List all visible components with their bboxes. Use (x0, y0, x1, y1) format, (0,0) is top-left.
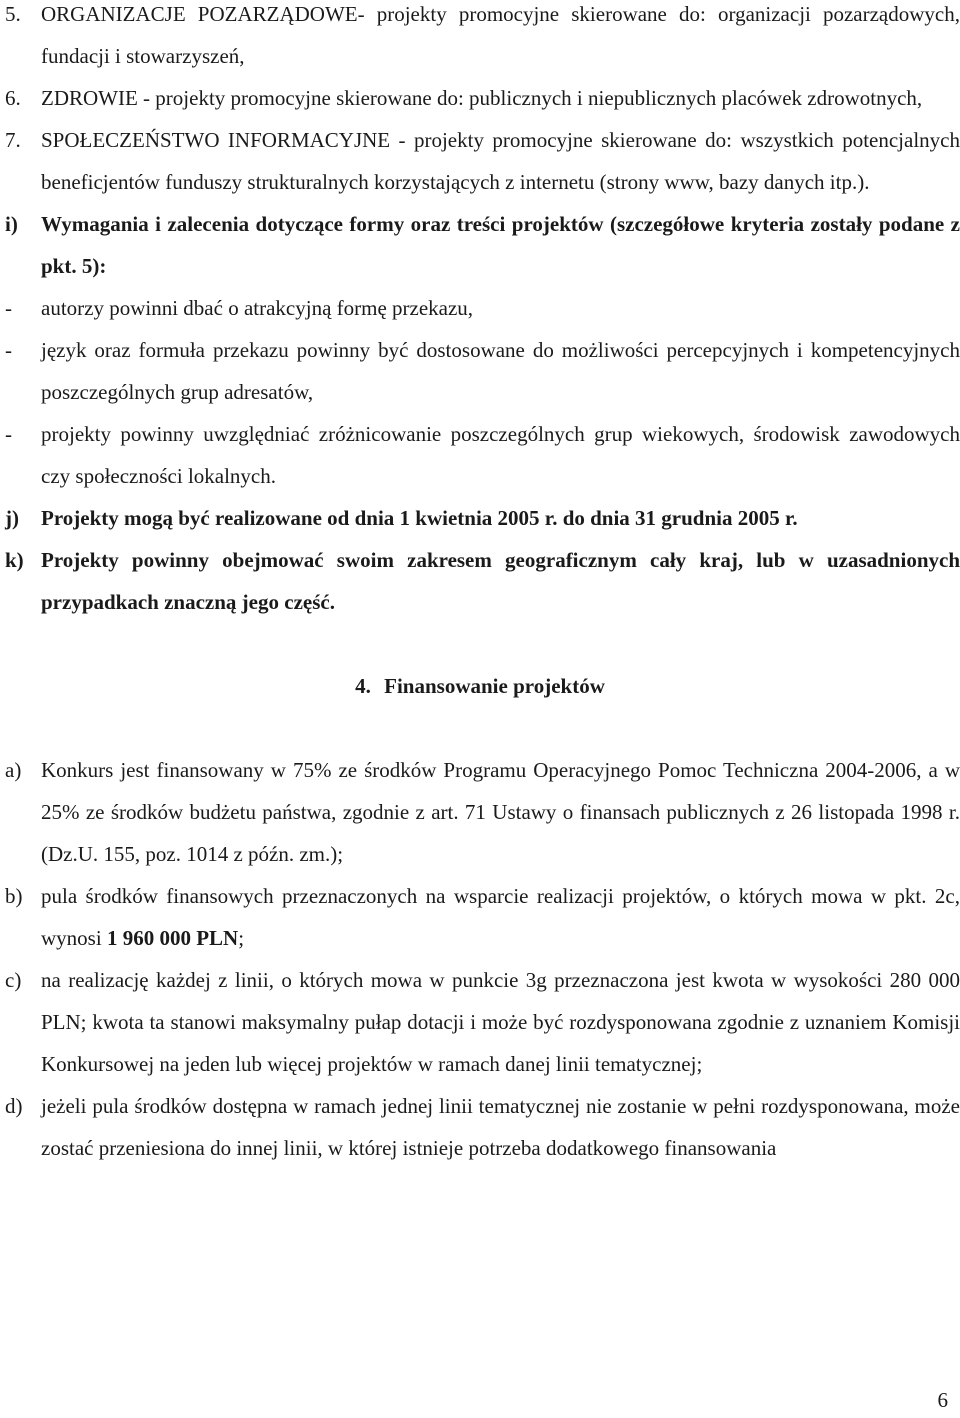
spacer (0, 707, 960, 749)
list-item-i (0, 203, 960, 287)
list-item-text: Konkurs jest finansowany w 75% ze środków Programu Operacyjnego Pomoc Techniczna 2004-2006, a w 25% ze środków budżetu państwa, zgodnie z art. 71 Ustawy o finansach publicznych z 26 listopada 1998 r. (Dz.U. 155, poz. 1014 z późn. zm.); (41, 758, 960, 866)
spacer (0, 623, 960, 665)
list-item-k (0, 539, 960, 623)
list-item-text: projekty powinny uwzględniać zróżnicowanie poszczególnych grup wiekowych, środowisk zawodowych czy społeczności lokalnych. (41, 422, 960, 488)
list-marker: j) (5, 506, 19, 530)
list-item-text-end: ; (238, 926, 245, 950)
dash-item-language (0, 329, 960, 413)
list-marker: 5. (5, 2, 21, 26)
section-heading (0, 665, 960, 707)
list-item-text: Projekty mogą być realizowane od dnia 1 kwietnia 2005 r. do dnia 31 grudnia 2005 r. (41, 506, 798, 530)
page-number: 6 (937, 1388, 948, 1412)
list-marker: b) (5, 884, 23, 908)
list-item-7 (0, 119, 960, 203)
list-item-text: SPOŁECZEŃSTWO INFORMACYJNE - projekty promocyjne skierowane do: wszystkich potencjalnych beneficjentów funduszy strukturalnych korzystających z internetu (strony www, bazy danych itp.). (41, 128, 960, 194)
list-item-text: Projekty powinny obejmować swoim zakresem geograficznym cały kraj, lub w uzasadnionych przypadkach znaczną jego część. (41, 548, 960, 614)
list-marker: - (5, 338, 12, 362)
list-item-text: język oraz formuła przekazu powinny być dostosowane do możliwości percepcyjnych i kompetencyjnych poszczególnych grup adresatów, (41, 338, 960, 404)
list-marker: d) (5, 1094, 23, 1118)
list-marker: 6. (5, 86, 21, 110)
list-item-text: Wymagania i zalecenia dotyczące formy oraz treści projektów (szczegółowe kryteria zostały podane z pkt. 5): (41, 212, 960, 278)
list-marker: k) (5, 548, 24, 572)
list-item-text: autorzy powinni dbać o atrakcyjną formę przekazu, (41, 296, 474, 320)
list-marker: c) (5, 968, 22, 992)
list-item-text: ZDROWIE - projekty promocyjne skierowane do: publicznych i niepublicznych placówek zdrowotnych, (41, 86, 923, 110)
list-marker: i) (5, 212, 18, 236)
dash-item-diversity (0, 413, 960, 497)
total-amount: 1 960 000 PLN (106, 926, 239, 950)
dash-item-form (0, 287, 960, 329)
list-item-6 (0, 77, 960, 119)
list-marker: 7. (5, 128, 21, 152)
finance-item-c (0, 959, 960, 1085)
finance-item-a (0, 749, 960, 875)
list-marker: - (5, 296, 12, 320)
list-marker: - (5, 422, 12, 446)
section-number: 4. (355, 674, 371, 698)
list-item-j (0, 497, 960, 539)
list-item-text: ORGANIZACJE POZARZĄDOWE- projekty promocyjne skierowane do: organizacji pozarządowych, fundacji i stowarzyszeń, (41, 2, 960, 68)
finance-item-b (0, 875, 960, 959)
list-item-text: pula środków finansowych przeznaczonych na wsparcie realizacji projektów, o których mowa w pkt. 2c, wynosi (41, 884, 960, 950)
list-item-5 (0, 0, 960, 77)
list-marker: a) (5, 758, 22, 782)
list-item-text: na realizację każdej z linii, o których mowa w punkcie 3g przeznaczona jest kwota w wysokości 280 000 PLN; kwota ta stanowi maksymalny pułap dotacji i może być rozdysponowana zgodnie z uznaniem Komisji Konkursowej na jeden lub więcej projektów w ramach danej linii tematycznej; (41, 968, 960, 1076)
section-title: Finansowanie projektów (384, 674, 605, 698)
finance-item-d (0, 1085, 960, 1169)
list-item-text: jeżeli pula środków dostępna w ramach jednej linii tematycznej nie zostanie w pełni rozdysponowana, może zostać przeniesiona do innej linii, w której istnieje potrzeba dodatkowego finansowania (41, 1094, 960, 1160)
